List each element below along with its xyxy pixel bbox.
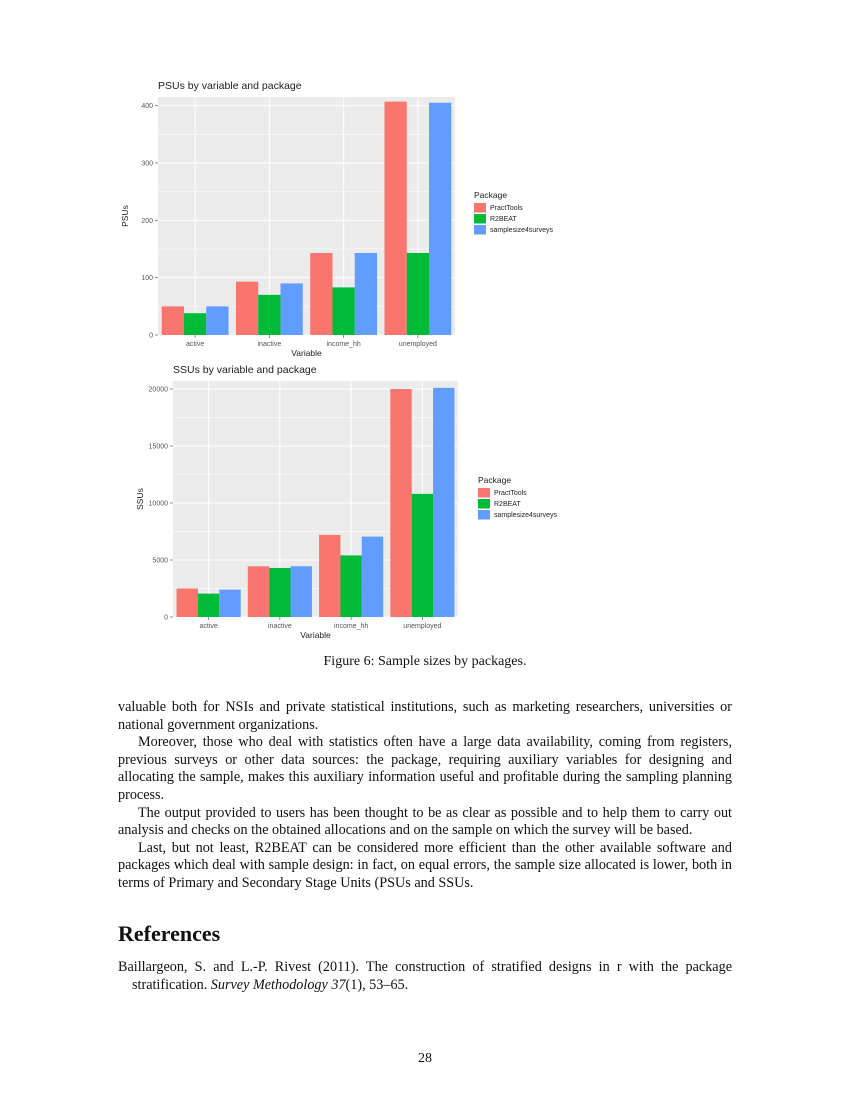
ssu-legend-key-r2beat	[478, 499, 490, 509]
reference-entry	[118, 959, 732, 994]
psu-y-tick-label: 100	[141, 275, 153, 283]
psu-bar-r2beat-inactive	[258, 295, 280, 335]
psu-y-tick-label: 0	[149, 332, 153, 340]
reference-authors: Baillargeon, S. and L.-P. Rivest (2011).	[118, 959, 360, 975]
ssu-x-tick-label: active	[199, 623, 218, 630]
ssu-y-axis-label: SSUs	[135, 488, 145, 510]
ssu-x-axis-label: Variable	[300, 630, 331, 640]
paragraph: The output provided to users has been thought to be as clear as possible and to help them to carry out analysis and checks on the obtained allocations and on the sample on which the survey will be based.	[118, 804, 732, 839]
psu-chart	[108, 76, 608, 358]
psu-legend-label: R2BEAT	[490, 216, 517, 223]
ssu-legend-label: PractTools	[494, 490, 527, 497]
psu-bar-samplesize4surveys-inactive	[281, 283, 303, 335]
ssu-y-tick-label: 20000	[148, 386, 168, 394]
ssu-bar-r2beat-active	[198, 594, 219, 617]
ssu-bar-samplesize4surveys-inactive	[291, 566, 312, 617]
ssu-bar-r2beat-unemployed	[412, 494, 433, 617]
figure-caption: Figure 6: Sample sizes by packages.	[323, 654, 527, 669]
ssu-x-tick-label: inactive	[268, 623, 292, 630]
ssu-bar-r2beat-income_hh	[340, 555, 361, 617]
paragraph: valuable both for NSIs and private statistical institutions, such as marketing researchers, universities or national government organizations.	[118, 699, 732, 733]
ssu-x-tick-label: income_hh	[334, 623, 369, 630]
reference-details: (1), 53–65.	[345, 976, 409, 993]
psu-bar-practtools-inactive	[236, 282, 258, 335]
psu-x-tick-label: income_hh	[326, 341, 361, 348]
psu-chart-svg	[108, 76, 608, 358]
psu-x-tick-label: inactive	[257, 341, 282, 348]
references-heading: References	[118, 921, 221, 946]
ssu-chart	[108, 362, 608, 642]
ssu-bar-practtools-income_hh	[319, 535, 340, 617]
ssu-bar-samplesize4surveys-income_hh	[362, 537, 383, 617]
psu-chart-title: PSUs by variable and package	[158, 80, 302, 92]
ssu-bar-practtools-unemployed	[390, 389, 411, 617]
ssu-legend-title: Package	[478, 475, 512, 485]
ssu-chart-title: SSUs by variable and package	[173, 364, 317, 376]
ssu-y-tick-label: 0	[164, 614, 168, 622]
ssu-legend-label: R2BEAT	[494, 501, 521, 508]
psu-x-axis-label: Variable	[291, 348, 322, 358]
psu-bar-r2beat-unemployed	[407, 253, 429, 335]
psu-legend-key-r2beat	[474, 214, 486, 224]
psu-y-axis-label: PSUs	[120, 205, 130, 227]
ssu-x-tick-label: unemployed	[403, 623, 442, 630]
psu-bar-samplesize4surveys-income_hh	[355, 253, 377, 335]
paragraph: Moreover, those who deal with statistics often have a large data availability, coming from registers, previous surveys or other data sources: the package, requiring auxiliary variables for designing and allocating the sample, makes this auxiliary information useful and profitable during the sampling planning process.	[118, 734, 732, 803]
psu-bar-practtools-income_hh	[310, 253, 332, 335]
psu-x-tick-label: active	[185, 341, 205, 348]
psu-legend-title: Package	[474, 190, 508, 200]
body-text	[118, 699, 732, 893]
ssu-legend-key-practtools	[478, 488, 490, 498]
ssu-legend-key-samplesize4surveys	[478, 510, 490, 520]
psu-y-tick-label: 400	[141, 103, 153, 111]
psu-bar-r2beat-income_hh	[332, 287, 354, 335]
psu-bar-practtools-active	[162, 306, 184, 335]
psu-bar-samplesize4surveys-active	[206, 306, 228, 335]
psu-bar-r2beat-active	[184, 313, 206, 335]
ssu-bar-practtools-active	[177, 588, 198, 617]
psu-legend-key-practtools	[474, 203, 486, 213]
psu-x-tick-label: unemployed	[398, 341, 437, 348]
psu-bar-practtools-unemployed	[384, 102, 406, 335]
reference-title: The construction of stratified designs in r with the package stratification.	[132, 959, 732, 993]
psu-y-tick-label: 200	[141, 217, 153, 225]
psu-y-tick-label: 300	[141, 160, 153, 168]
ssu-legend-label: samplesize4surveys	[494, 512, 558, 519]
ssu-bar-samplesize4surveys-active	[219, 590, 240, 617]
psu-legend-label: PractTools	[490, 205, 523, 212]
ssu-chart-svg	[108, 362, 608, 642]
ssu-y-tick-label: 5000	[152, 557, 168, 565]
psu-legend-key-samplesize4surveys	[474, 225, 486, 235]
ssu-bar-practtools-inactive	[248, 566, 269, 617]
ssu-y-tick-label: 10000	[148, 500, 168, 508]
psu-bar-samplesize4surveys-unemployed	[429, 103, 451, 335]
page-number: 28	[418, 1051, 432, 1066]
reference-journal: Survey Methodology 37	[210, 976, 346, 993]
paragraph: Last, but not least, R2BEAT can be considered more efficient than the other available software and packages which deal with sample design: in fact, on equal errors, the sample size allocated is lower, both in terms of Primary and Secondary Stage Units (PSUs and SSUs.	[118, 839, 732, 891]
ssu-y-tick-label: 15000	[148, 443, 168, 451]
psu-legend-label: samplesize4surveys	[490, 227, 554, 234]
ssu-bar-r2beat-inactive	[269, 568, 290, 617]
ssu-bar-samplesize4surveys-unemployed	[433, 388, 454, 617]
